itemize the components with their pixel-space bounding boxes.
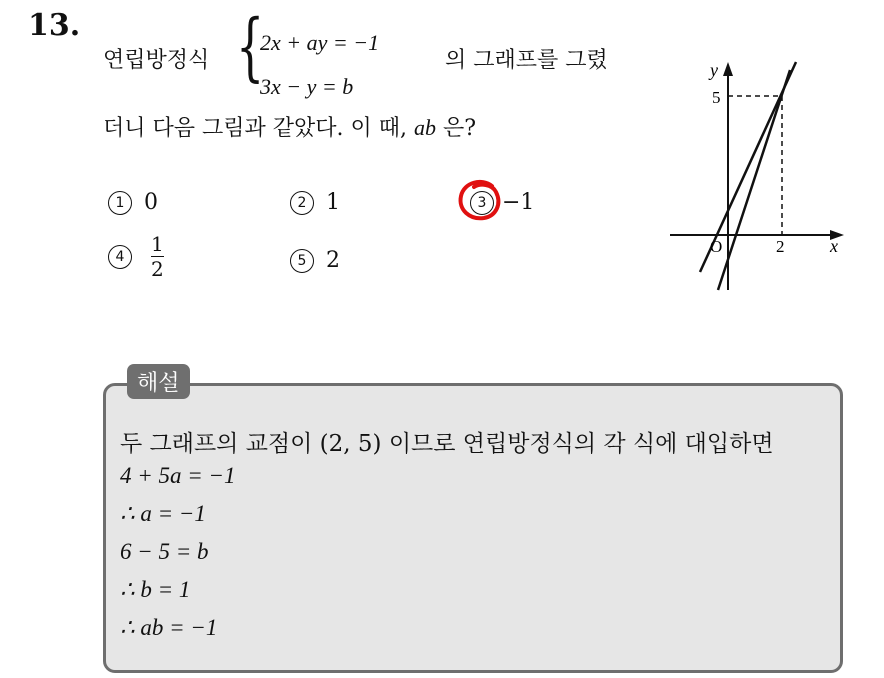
fraction-numerator: 1 <box>151 232 164 256</box>
origin-label: O <box>710 237 723 256</box>
system-brace: { <box>236 4 265 90</box>
option-value: 2 <box>326 248 340 273</box>
option-marker: 1 <box>108 191 132 215</box>
graph <box>660 50 850 300</box>
option-marker: 3 <box>470 191 494 215</box>
option-value: −1 <box>502 190 535 215</box>
y-tick-label: 5 <box>712 88 721 107</box>
solution-line-5: ∴ b = 1 <box>120 577 191 602</box>
solution-line-2: 4 + 5a = −1 <box>120 463 236 488</box>
question-line-2-text: 더니 다음 그림과 같았다. 이 때, <box>103 116 407 141</box>
question-number: 13. <box>28 8 81 43</box>
option-fraction <box>151 232 164 281</box>
question-intro: 연립방정식 <box>103 48 210 73</box>
selected-answer-circle-icon <box>456 178 506 224</box>
option-5[interactable] <box>290 248 340 273</box>
y-axis-label: y <box>710 60 718 80</box>
solution-tab: 해설 <box>127 364 190 399</box>
solution-line-1: 두 그래프의 교점이 (2, 5) 이므로 연립방정식의 각 식에 대입하면 <box>120 431 774 457</box>
x-tick-label: 2 <box>776 237 785 256</box>
fraction-denominator: 2 <box>151 257 164 281</box>
y-arrow-icon <box>723 62 733 76</box>
solution-line-4: 6 − 5 = b <box>120 539 209 564</box>
option-value: 0 <box>144 190 158 215</box>
option-marker: 5 <box>290 249 314 273</box>
option-marker: 4 <box>108 245 132 269</box>
solution-line-3: ∴ a = −1 <box>120 501 206 526</box>
question-line-2 <box>103 117 476 140</box>
option-4[interactable] <box>108 232 164 281</box>
option-2[interactable] <box>290 190 340 215</box>
option-1[interactable] <box>108 190 158 215</box>
equation-2: 3x − y = b <box>260 74 354 99</box>
question-text-after: 의 그래프를 그렸 <box>445 48 608 73</box>
solution-line-6: ∴ ab = −1 <box>120 615 218 640</box>
question-end: 은? <box>442 116 477 141</box>
option-value: 1 <box>326 190 340 215</box>
option-marker: 2 <box>290 191 314 215</box>
x-axis-label: x <box>830 236 838 256</box>
equation-1: 2x + ay = −1 <box>260 30 380 55</box>
question-ab: ab <box>413 115 436 140</box>
